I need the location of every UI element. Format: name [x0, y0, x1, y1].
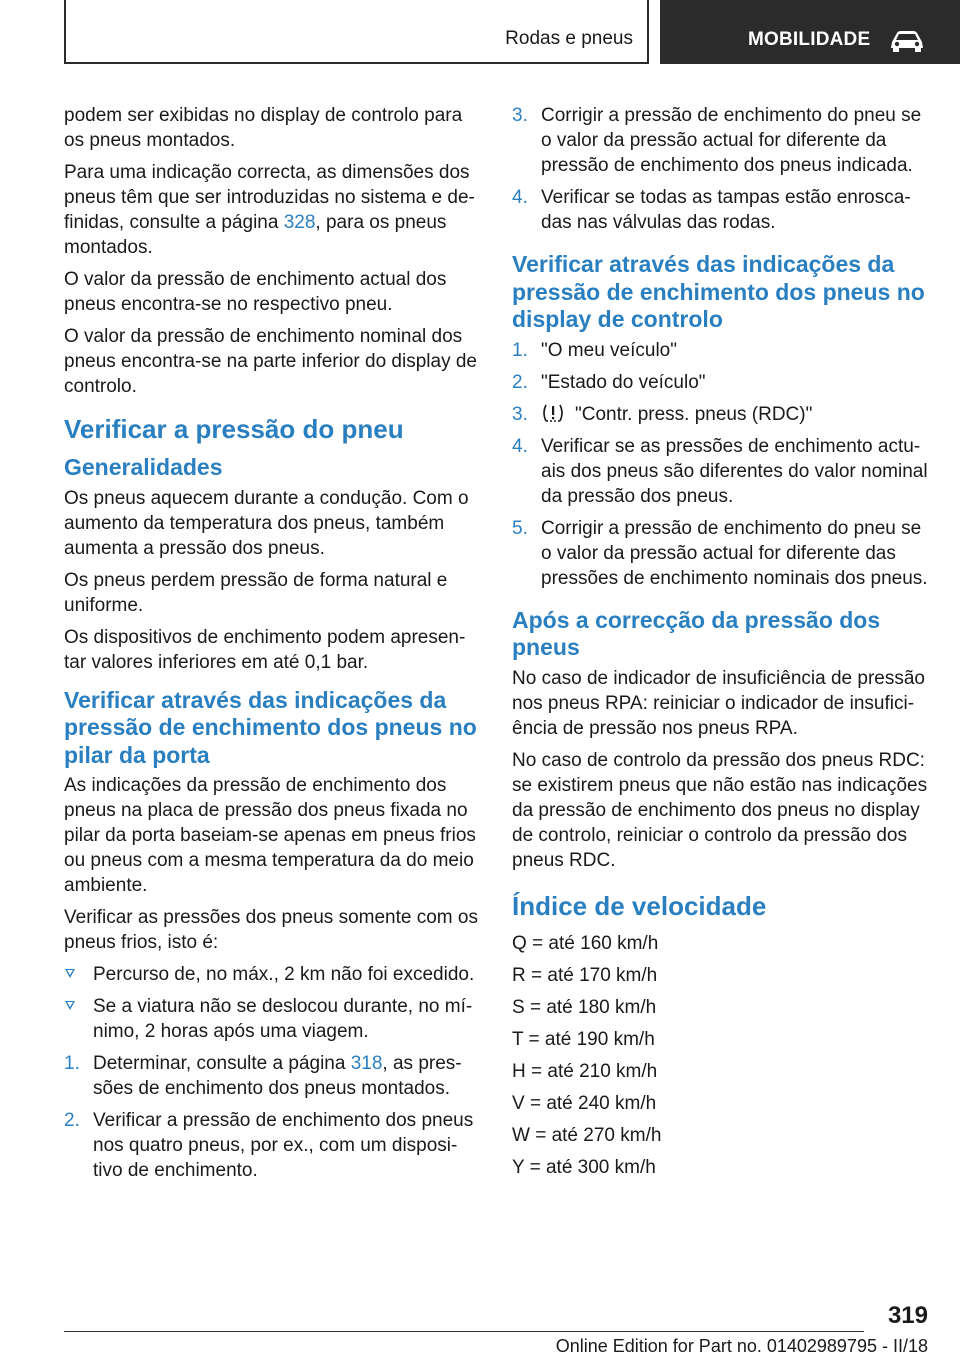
heading-speed-index: Índice de velocidade — [512, 890, 767, 921]
section-title: Rodas e pneus — [505, 28, 633, 49]
right-column — [512, 103, 928, 1187]
paragraph: O valor da pressão de enchimento actual dos pneus encontra-se no respectivo pneu. — [64, 269, 447, 315]
speed-index-item: Y = até 300 km/h — [512, 1156, 656, 1178]
paragraph: Os pneus perdem pressão de forma natural e uniforme. — [64, 569, 448, 616]
tire-pressure-warning-icon — [541, 403, 565, 423]
list-item: 3. "Contr. press. pneus (RDC)" — [512, 403, 813, 425]
speed-index-item: Q = até 160 km/h — [512, 932, 659, 954]
heading-general: Generalidades — [64, 454, 223, 480]
paragraph: Verificar as pressões dos pneus somente com os pneus frios, isto é: — [64, 907, 478, 953]
footer-divider — [64, 1331, 864, 1332]
speed-index-item: R = até 170 km/h — [512, 964, 658, 986]
header-chapter-tab — [660, 0, 960, 64]
paragraph: Os dispositivos de enchimento podem apresentar valores inferiores em até 0,1 bar. — [64, 626, 466, 673]
paragraph: O valor da pressão de enchimento nominal dos pneus encontra-se na parte inferior do display de controlo. — [64, 326, 477, 397]
triangle-bullet-icon — [65, 969, 75, 978]
heading-after-correction: Após a correcção da pressão dos pneus — [512, 606, 881, 660]
speed-index-item: S = até 180 km/h — [512, 996, 657, 1018]
page-link-318[interactable]: 318 — [350, 1053, 383, 1074]
left-column — [64, 103, 480, 1190]
list-item: 5. Corrigir a pressão de enchimento do pneu se o valor da pressão actual for diferente das pressões de enchimento nominais dos pneus. — [512, 517, 928, 589]
edition-note: Online Edition for Part no. 01402989795 - II/18 — [555, 1336, 928, 1356]
list-item: 2. Verificar a pressão de enchimento dos pneus nos quatro pneus, por ex., com um dispositivo de enchimento. — [64, 1110, 474, 1181]
paragraph: As indicações da pressão de enchimento dos pneus na placa de pressão dos pneus fixada no pilar da porta baseiam-se apenas em pneus frios ou pneus com a mesma temperatura da do meio ambiente. — [64, 775, 476, 896]
heading-check-pressure: Verificar a pressão do pneu — [64, 414, 404, 444]
chapter-title: MOBILIDADE — [748, 29, 871, 50]
speed-index-item: T = até 190 km/h — [512, 1028, 655, 1050]
car-icon — [888, 28, 926, 54]
header-section-box — [64, 0, 649, 64]
list-item: Se a viatura não se deslocou durante, no mínimo, 2 horas após uma viagem. — [64, 994, 480, 1044]
list-item: Percurso de, no máx., 2 km não foi excedido. — [64, 962, 480, 987]
list-item: 4. Verificar se todas as tampas estão enroscadas nas válvulas das rodas. — [512, 187, 911, 233]
page-number: 319 — [887, 1302, 928, 1329]
heading-control-display: Verificar através das indicações da pressão de enchimento dos pneus no display de controlo — [512, 251, 925, 332]
list-item: 1. "O meu veículo" — [512, 339, 677, 361]
list-item: 1. Determinar, consulte a página 318, as pressões de enchimento dos pneus montados. — [64, 1053, 462, 1099]
page-link-328[interactable]: 328 — [283, 212, 316, 233]
triangle-bullet-icon — [65, 1001, 75, 1010]
list-item: 4. Verificar se as pressões de enchimento actuais dos pneus são diferentes do valor nominal da pressão dos pneus. — [512, 435, 928, 507]
list-item: 3. Corrigir a pressão de enchimento do pneu se o valor da pressão actual for diferente da pressão de enchimento dos pneus indicada. — [512, 105, 922, 176]
paragraph: No caso de controlo da pressão dos pneus RDC: se existirem pneus que não estão nas indicações da pressão de enchimento dos pneus no display de controlo, reiniciar o controlo da pressão dos pneus RDC. — [512, 749, 928, 871]
heading-door-pillar: Verificar através das indicações da pressão de enchimento dos pneus no pilar da porta — [64, 686, 477, 768]
paragraph: Os pneus aquecem durante a condução. Com o aumento da temperatura dos pneus, também aumenta a pressão dos pneus. — [64, 487, 469, 559]
paragraph: podem ser exibidas no display de controlo para os pneus montados. — [64, 105, 463, 151]
speed-index-item: W = até 270 km/h — [512, 1124, 662, 1146]
speed-index-item: V = até 240 km/h — [512, 1092, 657, 1114]
paragraph: No caso de indicador de insuficiência de pressão nos pneus RPA: reiniciar o indicador de insuficiência de pressão nos pneus RPA. — [512, 667, 925, 739]
list-item: 2. "Estado do veículo" — [512, 371, 706, 393]
paragraph: Para uma indicação correcta, as dimensões dos pneus têm que ser introduzidas no sistema e definidas, consulte a página 328, para os pneus montados. — [64, 162, 475, 258]
speed-index-item: H = até 210 km/h — [512, 1060, 658, 1082]
